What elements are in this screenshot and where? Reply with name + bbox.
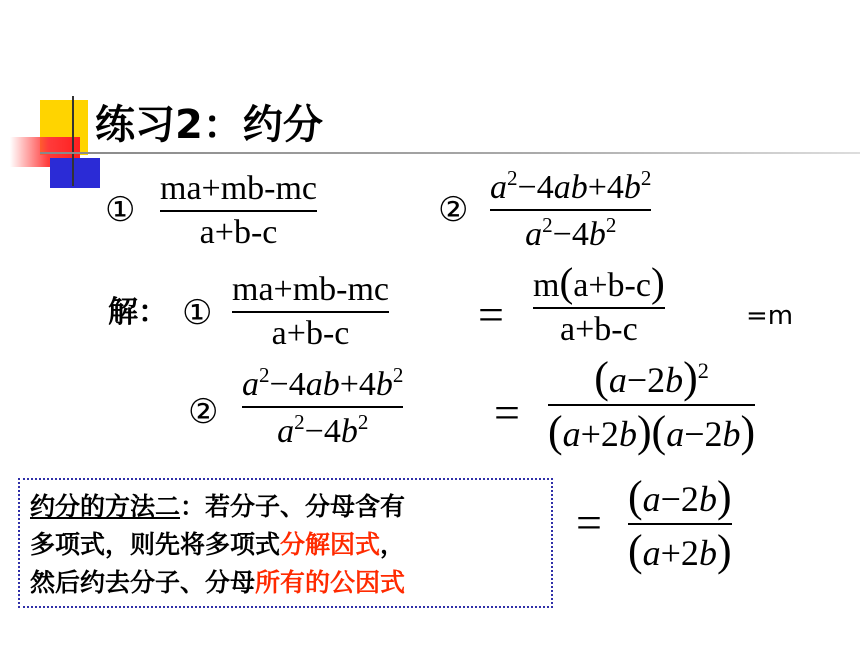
method-highlight-common-factors: 所有的公因式 [255,568,406,597]
problem1-denominator: a+b-c [199,214,278,251]
method-line-3: 然后约去分子、分母所有的公因式 [30,568,406,597]
method-heading: 约分的方法二 [30,492,181,521]
solution1-denominator: a+b-c [271,315,350,352]
problem2-numerator: $a^2-4ab+4b^2$ [490,166,652,207]
fraction-bar [548,404,755,406]
method-line-1: 约分的方法二：若分子、分母含有 [30,492,406,521]
problem1-fraction [160,172,317,250]
logo-blue-square [50,158,100,188]
final-fraction [628,472,732,575]
title-underline [40,152,860,154]
solution1-step-fraction [533,259,665,349]
solution2-step-denominator: (a+2b)(a−2b) [548,406,756,456]
solution1-numerator: ma+mb-mc [232,271,390,308]
fraction-bar [160,210,317,212]
solution2-equals: = [494,387,520,438]
problem2-denominator: $a^2-4b^2$ [525,213,617,254]
solution2-numerator: $a^2-4ab+4b^2$ [242,363,404,404]
solution1-fraction [232,273,389,351]
logo-vertical-line [72,96,74,186]
fraction-bar [242,406,403,408]
problem2-fraction [490,168,651,252]
solution2-step-fraction [548,353,756,456]
final-numerator: (a−2b) [628,472,732,521]
fraction-bar [628,523,732,525]
final-equals: = [576,497,602,548]
slide-title: 练习2：约分 [95,102,323,148]
solution1-result: =m [746,301,794,331]
method-line-2: 多项式，则先将多项式分解因式， [30,530,406,559]
solution2-step-numerator: $(a-2b)^2$ [594,353,709,402]
solution2-marker: ② [188,392,219,432]
solution1-step-numerator: m(a+b-c) [533,259,665,305]
fraction-bar [490,209,651,211]
problem1-numerator: ma+mb-mc [160,170,318,207]
solution2-fraction [242,365,403,449]
solution1-step-denominator: a+b-c [560,311,638,349]
final-denominator: (a+2b) [628,525,732,575]
problem2-marker: ② [438,190,469,230]
solution2-denominator: $a^2-4b^2$ [277,410,369,451]
problem1-marker: ① [105,190,136,230]
fraction-bar [232,311,389,313]
solution-label: 解： [108,295,168,330]
fraction-bar [533,307,665,309]
solution1-marker: ① [182,293,213,333]
solution1-equals: = [478,289,504,340]
method-highlight-factorize: 分解因式 [280,530,381,559]
method-note-box [18,478,553,608]
